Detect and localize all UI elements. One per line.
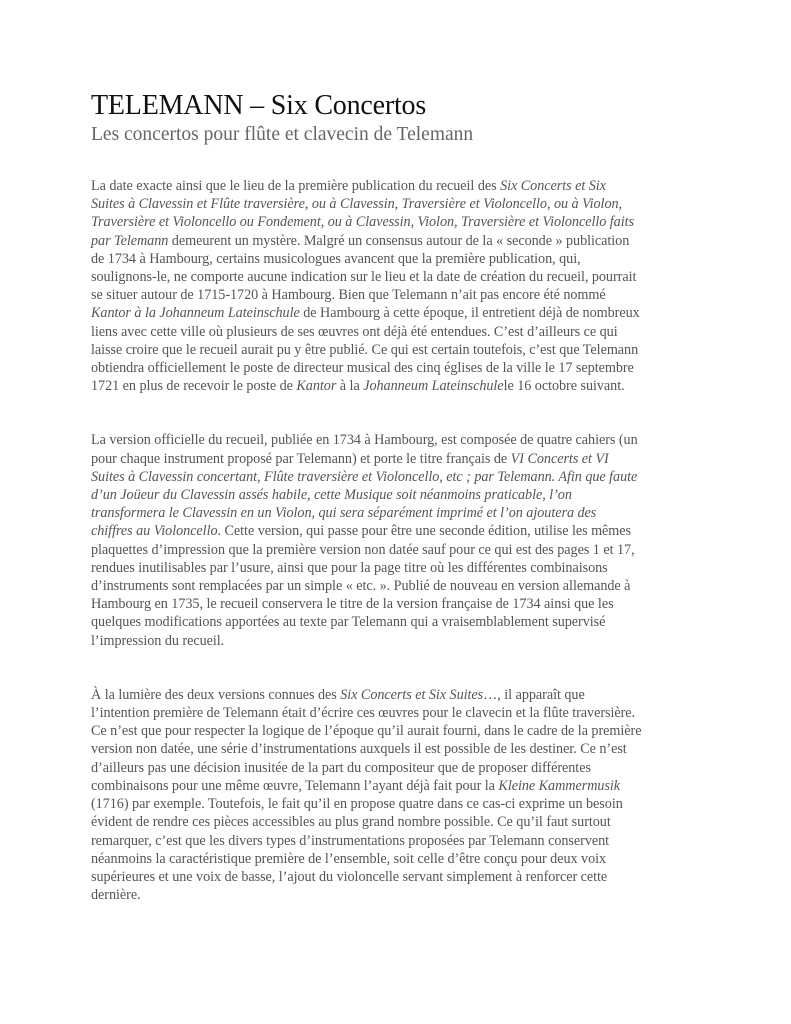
italic-text: d’un Joüeur du Clavessin assés habile, cette Musique soit néanmoins praticable, l’on <box>91 487 572 504</box>
paragraph-2 <box>91 431 711 649</box>
paragraph-line <box>91 759 711 777</box>
paragraph-line <box>91 686 711 704</box>
italic-text: Suites à Clavessin et Flûte traversière, ou à Clavessin, Traversière et Violoncello, ou à Violon, <box>91 196 623 213</box>
italic-text: VI Concerts et VI <box>510 450 609 467</box>
paragraph-line <box>91 268 711 286</box>
paragraph-line <box>91 468 711 486</box>
paragraph-line <box>91 177 711 195</box>
text-run: La date exacte ainsi que le lieu de la première publication du recueil des <box>91 178 501 194</box>
paragraph-line <box>91 777 711 795</box>
paragraph-line <box>91 795 711 813</box>
text-run: soulignons-le, ne comporte aucune indication sur le lieu et la date de création du recueil, pourrait <box>91 269 637 286</box>
paragraph-line <box>91 504 711 522</box>
text-run: l’impression du recueil. <box>91 632 225 649</box>
text-run: Hambourg en 1735, le recueil conservera le titre de la version française de 1734 ainsi que les <box>91 596 614 613</box>
paragraph-line <box>91 250 711 268</box>
paragraph-line <box>91 450 711 468</box>
text-run: évident de rendre ces pièces accessibles au plus grand nombre possible. Ce qu’il faut surtout <box>91 814 611 831</box>
text-run: obtiendra officiellement le poste de directeur musical des cinq églises de la ville le 17 septembre <box>91 360 634 377</box>
paragraph-line <box>91 286 711 304</box>
paragraph-line <box>91 704 711 722</box>
document-page <box>91 90 711 904</box>
paragraph-line <box>91 522 711 540</box>
italic-text: Kantor à la Johanneum Lateinschule <box>91 305 300 322</box>
text-run: Ce n’est que pour respecter la logique de l’époque qu’il aurait fourni, dans le cadre de la première <box>91 723 642 740</box>
paragraph-line <box>91 850 711 868</box>
text-run: 1721 en plus de recevoir le poste de <box>91 378 297 395</box>
italic-text: Six Concerts et Six Suites <box>340 686 484 703</box>
text-run: version non datée, une série d’instrumentations auxquels il est possible de les destiner. Ce n’est <box>91 741 627 758</box>
text-run: . Cette version, qui passe pour être une seconde édition, utilise les mêmes <box>217 523 632 540</box>
text-run: La version officielle du recueil, publiée en 1734 à Hambourg, est composée de quatre cahiers (un <box>91 432 638 449</box>
paragraph-line <box>91 213 711 231</box>
paragraph-line <box>91 304 711 322</box>
text-run: À la lumière des deux versions connues des <box>91 686 341 703</box>
text-run: supérieures et une voix de basse, l’ajout du violoncelle servant simplement à renforcer cette <box>91 868 608 885</box>
italic-text: Traversière et Violoncello ou Fondement, ou à Clavessin, Violon, Traversière et Violoncello faits <box>91 214 634 231</box>
text-run: quelques modifications apportées au texte par Telemann qui a vraisemblablement supervisé <box>91 614 606 631</box>
paragraph-line <box>91 868 711 886</box>
paragraph-line <box>91 813 711 831</box>
text-run: laisse croire que le recueil aurait pu y être publié. Ce qui est certain toutefois, c’est que Telemann <box>91 341 639 358</box>
italic-text: Kantor <box>296 378 337 395</box>
text-run: (1716) par exemple. Toutefois, le fait qu’il en propose quatre dans ce cas-ci exprime un besoin <box>91 796 623 813</box>
text-run: combinaisons pour une même œuvre, Telemann l’ayant déjà fait pour la <box>91 777 499 794</box>
paragraph-line <box>91 613 711 631</box>
text-run: d’ailleurs pas une décision inusitée de la part du compositeur que de proposer différentes <box>91 759 591 776</box>
italic-text: Kleine Kammermusik <box>498 777 621 794</box>
paragraph-line <box>91 195 711 213</box>
paragraph-line <box>91 577 711 595</box>
text-run: remarquer, c’est que les divers types d’instrumentations proposées par Telemann conservent <box>91 832 610 849</box>
paragraph-line <box>91 486 711 504</box>
text-run: à la <box>336 378 364 395</box>
paragraph-1 <box>91 177 711 395</box>
paragraph-line <box>91 832 711 850</box>
paragraph-line <box>91 722 711 740</box>
text-run: néanmoins la caractéristique première de l’ensemble, soit celle d’être conçu pour deux voix <box>91 850 607 867</box>
text-run: demeurent un mystère. Malgré un consensus autour de la « seconde » publication <box>168 232 630 249</box>
paragraph-line <box>91 740 711 758</box>
paragraph-line <box>91 632 711 650</box>
paragraph-line <box>91 541 711 559</box>
document-subtitle: Les concertos pour flûte et clavecin de Telemann <box>91 124 474 145</box>
text-run: rendues inutilisables par l’usure, ainsi que pour la page titre où les différentes combinaisons <box>91 559 608 576</box>
text-run: pour chaque instrument proposé par Telemann) et porte le titre français de <box>91 450 511 467</box>
text-run: plaquettes d’impression que la première version non datée sauf pour ce qui est des pages 1 et 17, <box>91 541 635 558</box>
italic-text: Six Concerts et Six <box>500 178 606 194</box>
paragraph-line <box>91 886 711 904</box>
text-run: de Hambourg à cette époque, il entretient déjà de nombreux <box>299 305 640 322</box>
document-title: TELEMANN – Six Concertos <box>91 90 427 121</box>
italic-text: transformera le Clavessin en un Violon, qui sera séparément imprimé et l’on ajoutera des <box>91 505 597 522</box>
paragraph-line <box>91 377 711 395</box>
italic-text: Suites à Clavessin concertant, Flûte traversière et Violoncello, etc ; par Telemann. Afin que faute <box>91 468 638 485</box>
paragraph-line <box>91 323 711 341</box>
paragraph-line <box>91 359 711 377</box>
paragraph-line <box>91 232 711 250</box>
text-run: le 16 octobre suivant. <box>503 378 625 395</box>
italic-text: par Telemann <box>91 232 169 249</box>
paragraph-line <box>91 559 711 577</box>
text-run: se situer autour de 1715-1720 à Hambourg. Bien que Telemann n’ait pas encore été nommé <box>91 287 606 304</box>
text-run: dernière. <box>91 887 141 904</box>
paragraph-line <box>91 341 711 359</box>
italic-text: chiffres au Violoncello <box>91 523 218 540</box>
italic-text: Johanneum Lateinschule <box>363 378 504 395</box>
paragraph-3 <box>91 686 711 904</box>
text-run: d’instruments sont remplacées par un simple « etc. ». Publié de nouveau en version allemande à <box>91 578 631 595</box>
paragraph-line <box>91 595 711 613</box>
text-run: …, il apparaît que <box>483 686 585 703</box>
paragraph-line <box>91 431 711 449</box>
text-run: de 1734 à Hambourg, certains musicologues avancent que la première publication, qui, <box>91 250 581 267</box>
text-run: l’intention première de Telemann était d’écrire ces œuvres pour le clavecin et la flûte traversière. <box>91 705 636 722</box>
text-run: liens avec cette ville où plusieurs de ses œuvres ont déjà été entendues. C’est d’ailleurs ce qui <box>91 323 618 340</box>
